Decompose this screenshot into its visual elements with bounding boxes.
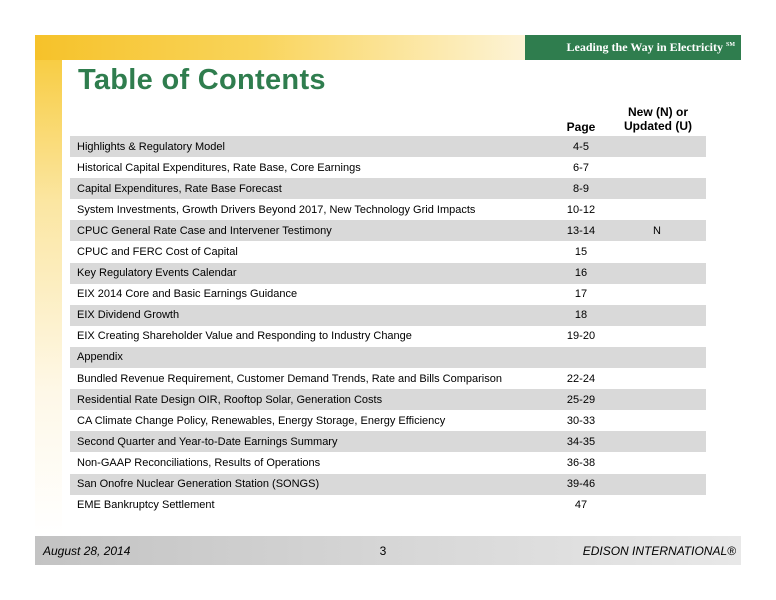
toc-row-title: Historical Capital Expenditures, Rate Base, Core Earnings bbox=[77, 161, 361, 174]
footer-brand: EDISON INTERNATIONAL® bbox=[582, 544, 736, 558]
toc-row bbox=[70, 495, 706, 516]
toc-row-title: CPUC and FERC Cost of Capital bbox=[77, 246, 238, 259]
toc-row-title: EME Bankruptcy Settlement bbox=[77, 499, 215, 512]
toc-row-page: 10-12 bbox=[566, 203, 596, 216]
toc-row-page: 34-35 bbox=[566, 435, 596, 448]
toc-row bbox=[70, 368, 706, 389]
toc-row-title: Residential Rate Design OIR, Rooftop Solar, Generation Costs bbox=[77, 393, 383, 406]
toc-row bbox=[70, 347, 706, 368]
toc-row bbox=[70, 474, 706, 495]
toc-row-status: N bbox=[653, 224, 661, 237]
toc-row-page: 19-20 bbox=[566, 330, 596, 343]
toc-row bbox=[70, 452, 706, 473]
toc-row bbox=[70, 410, 706, 431]
toc-row bbox=[70, 241, 706, 262]
toc-row-title: EIX 2014 Core and Basic Earnings Guidance bbox=[77, 288, 298, 301]
footer-date: August 28, 2014 bbox=[43, 544, 131, 558]
toc-row-page: 16 bbox=[574, 267, 588, 280]
toc-row-page: 15 bbox=[574, 246, 588, 259]
toc-row bbox=[70, 284, 706, 305]
toc-row-title: Second Quarter and Year-to-Date Earnings Summary bbox=[77, 435, 338, 448]
left-accent-bar bbox=[35, 60, 62, 536]
toc-row-page: 13-14 bbox=[566, 224, 596, 237]
page-number: 3 bbox=[379, 544, 387, 558]
toc-row-title: Non-GAAP Reconciliations, Results of Operations bbox=[77, 456, 321, 469]
toc-row-title: System Investments, Growth Drivers Beyond 2017, New Technology Grid Impacts bbox=[77, 203, 476, 216]
toc-row-page: 47 bbox=[574, 499, 588, 512]
toc-row-page: 36-38 bbox=[566, 456, 596, 469]
toc-row-page: 18 bbox=[574, 309, 588, 322]
toc-row bbox=[70, 178, 706, 199]
toc-row-title: Bundled Revenue Requirement, Customer Demand Trends, Rate and Bills Comparison bbox=[77, 372, 502, 385]
toc-row-title: Key Regulatory Events Calendar bbox=[77, 267, 237, 280]
toc-row-page: 39-46 bbox=[566, 478, 596, 491]
toc-row-page: 8-9 bbox=[573, 182, 589, 195]
toc-row bbox=[70, 136, 706, 157]
toc-row-title: CPUC General Rate Case and Intervener Testimony bbox=[77, 224, 332, 237]
toc-row-title: Appendix bbox=[77, 351, 123, 364]
toc-row-page: 4-5 bbox=[573, 140, 589, 153]
toc-row bbox=[70, 305, 706, 326]
toc-row-title: Highlights & Regulatory Model bbox=[77, 140, 225, 153]
top-accent-bar bbox=[35, 35, 525, 60]
toc-row-page: 6-7 bbox=[573, 161, 589, 174]
toc-row bbox=[70, 220, 706, 241]
status-header-line-1: New (N) or bbox=[628, 105, 688, 119]
service-mark: SM bbox=[726, 41, 735, 48]
toc-row-title: Capital Expenditures, Rate Base Forecast bbox=[77, 182, 282, 195]
toc-row bbox=[70, 431, 706, 452]
toc-row-page: 22-24 bbox=[566, 372, 596, 385]
toc-row bbox=[70, 157, 706, 178]
toc-row-page: 17 bbox=[574, 288, 588, 301]
tagline-banner bbox=[525, 35, 741, 60]
toc-table bbox=[70, 136, 706, 516]
toc-row-page: 30-33 bbox=[566, 414, 596, 427]
toc-row-page: 25-29 bbox=[566, 393, 596, 406]
page-column-header: Page bbox=[566, 120, 596, 134]
toc-row bbox=[70, 199, 706, 220]
status-header-line-2: Updated (U) bbox=[624, 119, 692, 133]
page-title: Table of Contents bbox=[78, 64, 326, 96]
toc-row-title: San Onofre Nuclear Generation Station (SONGS) bbox=[77, 478, 320, 491]
toc-row-title: CA Climate Change Policy, Renewables, Energy Storage, Energy Efficiency bbox=[77, 414, 446, 427]
toc-row bbox=[70, 263, 706, 284]
tagline-text: Leading the Way in Electricity bbox=[566, 40, 723, 54]
toc-row-title: EIX Dividend Growth bbox=[77, 309, 180, 322]
status-column-header bbox=[612, 105, 704, 133]
toc-row bbox=[70, 389, 706, 410]
toc-row-title: EIX Creating Shareholder Value and Responding to Industry Change bbox=[77, 330, 412, 343]
toc-row bbox=[70, 326, 706, 347]
